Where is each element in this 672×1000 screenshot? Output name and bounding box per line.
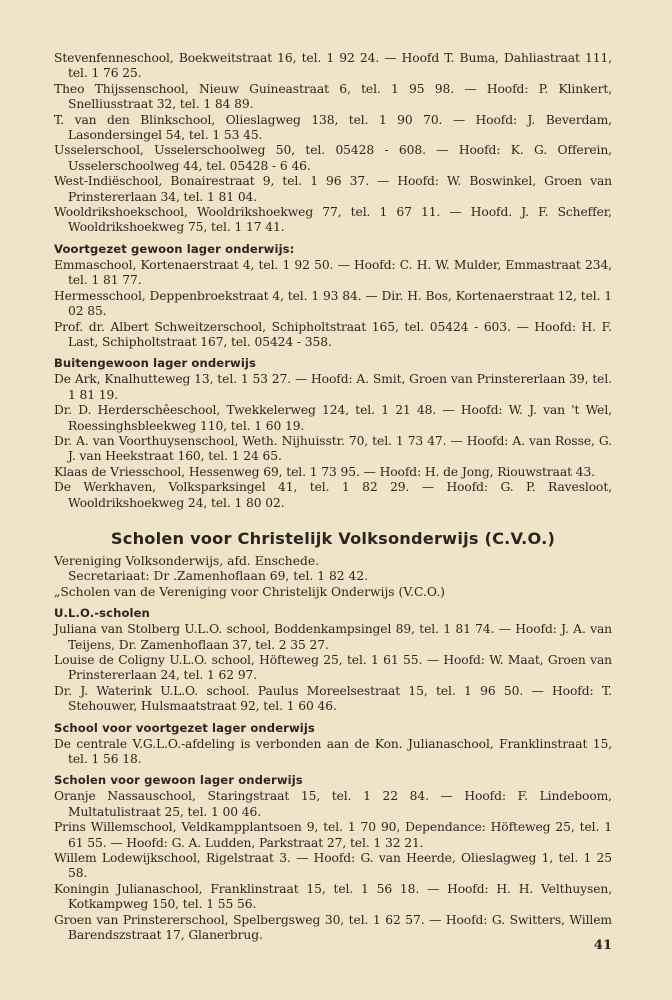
school-entry: Prof. dr. Albert Schweitzerschool, Schipholtstraat 165, tel. 05424 - 603. — Hoofd: H. F. Last, Schipholtstraat 167, tel. 05424 - 358. bbox=[54, 319, 612, 349]
school-entry: De centrale V.G.L.O.-afdeling is verbonden aan de Kon. Julianaschool, Franklinstraat 15, tel. 1 56 18. bbox=[54, 736, 612, 767]
glo-list bbox=[54, 789, 612, 943]
school-entry: Groen van Prinstererschool, Spelbergsweg 30, tel. 1 62 57. — Hoofd: G. Switters, Willem Barendszstraat 17, Glanerbrug. bbox=[54, 912, 612, 943]
openbare-scholen-list bbox=[54, 51, 612, 236]
vgo-list bbox=[54, 737, 612, 768]
vglo-list bbox=[54, 258, 612, 350]
section-heading-vglo: Voortgezet gewoon lager onderwijs: bbox=[54, 241, 295, 256]
school-entry: Koningin Julianaschool, Franklinstraat 15, tel. 1 56 18. — Hoofd: H. H. Velthuysen, Kotkampweg 150, tel. 1 55 56. bbox=[54, 881, 612, 912]
page-number: 41 bbox=[593, 938, 612, 953]
school-entry: Louise de Coligny U.L.O. school, Höfteweg 25, tel. 1 61 55. — Hoofd: W. Maat, Groen van Prinstererlaan 24, tel. 1 62 97. bbox=[54, 653, 612, 683]
section-heading-ulo: U.L.O.-scholen bbox=[54, 606, 150, 621]
school-entry: Hermesschool, Deppenbroekstraat 4, tel. 1 93 84. — Dir. H. Bos, Kortenaerstraat 12, tel. 1 02 85. bbox=[54, 288, 612, 319]
school-entry: Theo Thijssenschool, Nieuw Guineastraat 6, tel. 1 95 98. — Hoofd: P. Klinkert, Snelliusstraat 32, tel. 1 84 89. bbox=[54, 81, 612, 112]
school-entry: De Ark, Knalhutteweg 13, tel. 1 53 27. — Hoofd: A. Smit, Groen van Prinstererlaan 39, tel. 1 81 19. bbox=[54, 372, 612, 402]
section-heading-glo: Scholen voor gewoon lager onderwijs bbox=[54, 773, 303, 788]
school-entry: Wooldrikshoekschool, Wooldrikshoekweg 77, tel. 1 67 11. — Hoofd. J. F. Scheffer, Wooldrikshoekweg 75, tel. 1 17 41. bbox=[54, 205, 612, 235]
school-entry: Dr. D. Herderschêeschool, Twekkelerweg 124, tel. 1 21 48. — Hoofd: W. J. van 't Wel, Roessinghsbleekweg 110, tel. 1 60 19. bbox=[54, 403, 612, 433]
school-entry: T. van den Blinkschool, Olieslagweg 138, tel. 1 90 70. — Hoofd: J. Beverdam, Lasondersingel 54, tel. 1 53 45. bbox=[54, 112, 612, 143]
section-heading-vglo-school: School voor voortgezet lager onderwijs bbox=[54, 720, 315, 735]
section-heading-blo: Buitengewoon lager onderwijs bbox=[54, 356, 256, 371]
school-entry: Juliana van Stolberg U.L.O. school, Boddenkampsingel 89, tel. 1 81 74. — Hoofd: J. A. van Teijens, Dr. Zamenhoflaan 37, tel. 2 35 27. bbox=[54, 622, 612, 652]
school-entry: West-Indiëschool, Bonairestraat 9, tel. 1 96 37. — Hoofd: W. Boswinkel, Groen van Prinstererlaan 34, tel. 1 81 04. bbox=[54, 174, 612, 204]
cvo-intro bbox=[54, 554, 612, 600]
school-entry: Klaas de Vriesschool, Hessenweg 69, tel. 1 73 95. — Hoofd: H. de Jong, Riouwstraat 43. bbox=[54, 464, 595, 479]
intro-line: Secretariaat: Dr .Zamenhoflaan 69, tel. 1 82 42. bbox=[68, 569, 369, 584]
intro-line: Vereniging Volksonderwijs, afd. Enschede. bbox=[54, 553, 320, 568]
blo-list bbox=[54, 372, 612, 511]
school-entry: Oranje Nassauschool, Staringstraat 15, tel. 1 22 84. — Hoofd: F. Lindeboom, Multatulistraat 25, tel. 1 00 46. bbox=[54, 789, 612, 819]
school-entry: Emmaschool, Kortenaerstraat 4, tel. 1 92 50. — Hoofd: C. H. W. Mulder, Emmastraat 234, tel. 1 81 77. bbox=[54, 257, 612, 288]
school-entry: De Werkhaven, Volksparksingel 41, tel. 1 82 29. — Hoofd: G. P. Ravesloot, Wooldrikshoekweg 24, tel. 1 80 02. bbox=[54, 480, 612, 510]
school-entry: Usselerschool, Usselerschoolweg 50, tel. 05428 - 608. — Hoofd: K. G. Offerein, Usselerschoolweg 44, tel. 05428 - 6 46. bbox=[54, 143, 612, 173]
ulo-list bbox=[54, 622, 612, 714]
school-entry: Dr. A. van Voorthuysenschool, Weth. Nijhuisstr. 70, tel. 1 73 47. — Hoofd: A. van Rosse, G. J. van Heekstraat 160, tel. 1 24 65. bbox=[54, 433, 612, 464]
school-entry: Prins Willemschool, Veldkampplantsoen 9, tel. 1 70 90, Dependance: Höfteweg 25, tel. 1 61 55. — Hoofd: G. A. Ludden, Parkstraat 27, tel. 1 32 21. bbox=[54, 820, 612, 850]
intro-line: „Scholen van de Vereniging voor Christelijk Onderwijs (V.C.O.) bbox=[54, 584, 445, 599]
school-entry: Dr. J. Waterink U.L.O. school. Paulus Moreelsestraat 15, tel. 1 96 50. — Hoofd: T. Stehouwer, Hulsmaatstraat 92, tel. 1 60 46. bbox=[54, 683, 612, 714]
school-entry: Stevenfenneschool, Boekweitstraat 16, tel. 1 92 24. — Hoofd T. Buma, Dahliastraat 111, tel. 1 76 25. bbox=[54, 51, 612, 81]
school-entry: Willem Lodewijkschool, Rigelstraat 3. — Hoofd: G. van Heerde, Olieslagweg 1, tel. 1 25 58. bbox=[54, 851, 612, 881]
cvo-heading: Scholen voor Christelijk Volksonderwijs (C.V.O.) bbox=[110, 528, 556, 548]
